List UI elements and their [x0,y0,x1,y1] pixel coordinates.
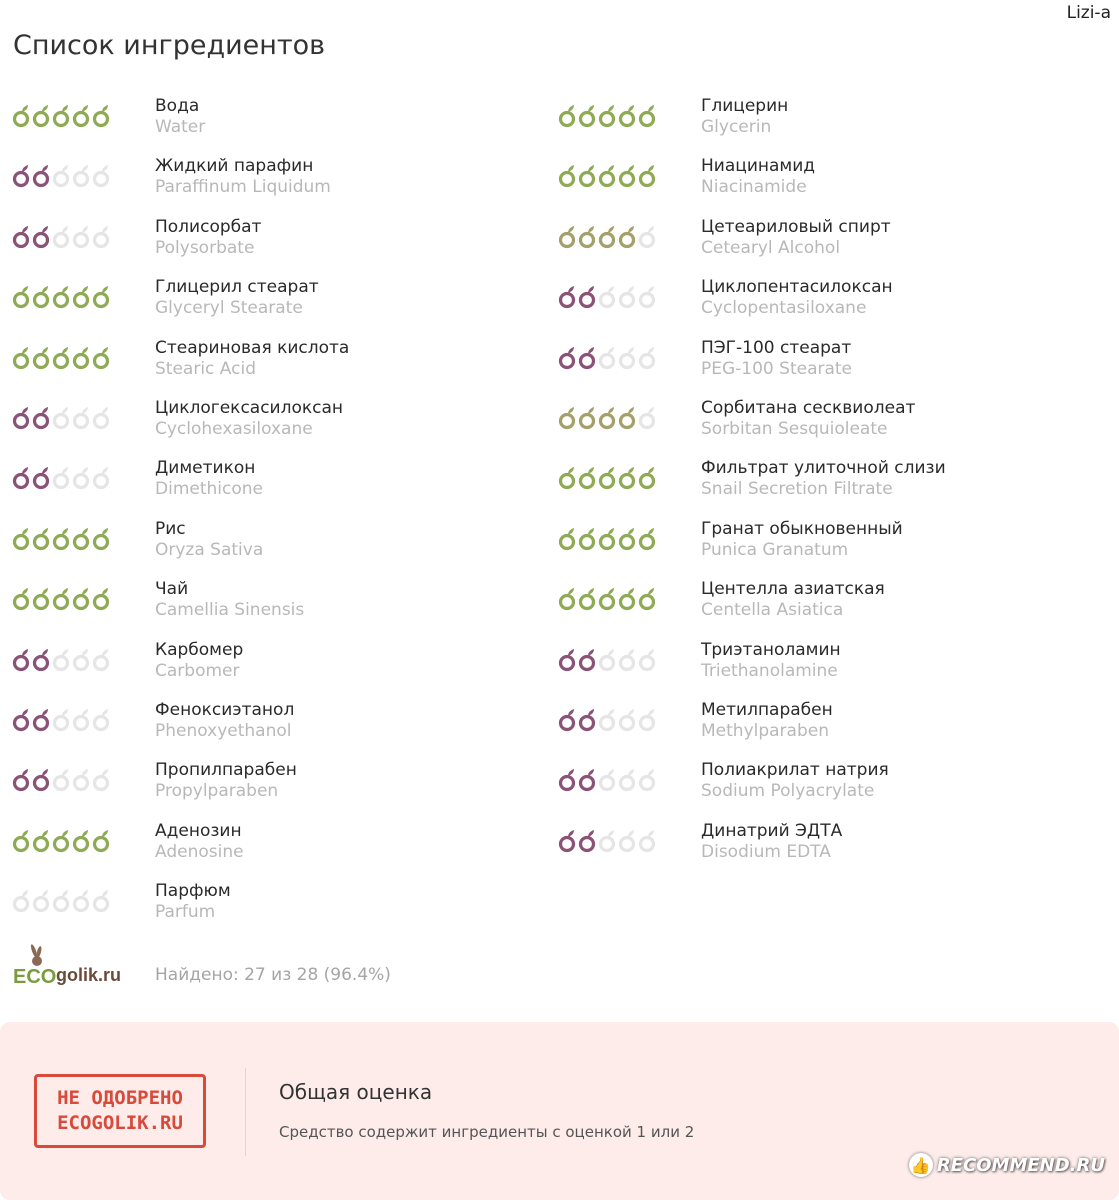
drop-icon [32,285,50,309]
drop-icon [558,587,576,611]
stamp-line-1: НЕ ОДОБРЕНО [57,1087,183,1109]
ingredient-row[interactable] [12,881,552,941]
rating-drops [558,406,656,430]
ingredient-list-left [12,96,552,941]
drop-icon [598,104,616,128]
drop-icon [598,466,616,490]
ingredient-names [701,156,815,198]
ingredient-name-en: Propylparaben [155,781,279,802]
ingredient-names [155,156,331,198]
ingredient-names [701,760,889,802]
drop-icon [618,587,636,611]
drop-icon [618,768,636,792]
drop-icon [32,466,50,490]
drop-icon [52,829,70,853]
drop-icon [32,225,50,249]
drop-icon [12,527,30,551]
ingredient-list-right [558,96,1098,881]
ingredient-name-en: Cyclohexasiloxane [155,418,313,439]
ingredient-name-en: Niacinamide [701,177,807,198]
drop-icon [618,829,636,853]
drop-icon [638,587,656,611]
drop-icon [32,708,50,732]
drop-icon [52,889,70,913]
ingredient-names [155,277,319,319]
ingredient-name-ru[interactable]: Стеариновая кислота [155,337,350,358]
drop-icon [52,648,70,672]
ingredient-name-ru[interactable]: Фильтрат улиточной слизи [701,458,946,479]
drop-icon [558,104,576,128]
drop-icon [12,587,30,611]
rating-drops [558,708,656,732]
rating-drops [558,285,656,309]
rating-drops [558,466,656,490]
rating-drops [558,829,656,853]
drop-icon [32,406,50,430]
drop-icon [558,708,576,732]
rating-drops [12,164,110,188]
drop-icon [12,708,30,732]
drop-icon [638,527,656,551]
drop-icon [578,164,596,188]
ingredient-names [701,338,852,380]
ingredient-row[interactable] [12,277,552,337]
ingredient-name-en: Snail Secretion Filtrate [701,479,893,500]
drop-icon [52,527,70,551]
drop-icon [618,104,636,128]
ingredient-names [155,700,294,742]
rating-drops [12,587,110,611]
drop-icon [72,768,90,792]
rating-drops [12,225,110,249]
ingredient-row[interactable] [558,821,1098,881]
rating-drops [558,225,656,249]
ingredient-name-en: Methylparaben [701,720,829,741]
rating-drops [558,587,656,611]
rating-drops [12,648,110,672]
drop-icon [578,225,596,249]
drop-icon [558,285,576,309]
ingredient-names [155,338,349,380]
drop-icon [558,648,576,672]
drop-icon [638,285,656,309]
ingredient-row[interactable] [558,519,1098,579]
ingredient-name-ru[interactable]: Аденозин [155,820,242,841]
ingredient-names [155,640,243,682]
ingredient-names [701,96,788,138]
ingredient-row[interactable] [12,519,552,579]
rating-drops [12,829,110,853]
ingredient-name-en: Cyclopentasiloxane [701,298,867,319]
drop-icon [72,346,90,370]
drop-icon [598,406,616,430]
drop-icon [52,768,70,792]
ingredient-name-en: Camellia Sinensis [155,600,305,621]
drop-icon [12,829,30,853]
ingredient-names [155,821,244,863]
ingredient-names [155,96,205,138]
drop-icon [598,587,616,611]
drop-icon [12,285,30,309]
drop-icon [558,225,576,249]
drop-icon [618,164,636,188]
ingredient-name-ru[interactable]: Вода [155,96,200,116]
drop-icon [618,466,636,490]
drop-icon [32,527,50,551]
drop-icon [92,708,110,732]
drop-icon [92,648,110,672]
drop-icon [52,285,70,309]
ingredient-row[interactable] [558,156,1098,216]
logo-eco: ECO [13,966,57,988]
ingredient-row[interactable] [558,338,1098,398]
ingredient-name-en: Sodium Polyacrylate [701,781,875,802]
drop-icon [92,225,110,249]
ingredient-name-ru[interactable]: Диметикон [155,458,256,479]
overall-description: Средство содержит ингредиенты с оценкой 1 или 2 [279,1123,695,1141]
ingredient-name-ru[interactable]: ПЭГ-100 стеарат [701,337,852,358]
drop-icon [92,346,110,370]
drop-icon [12,648,30,672]
drop-icon [578,829,596,853]
drop-icon [52,104,70,128]
ingredient-row[interactable] [558,640,1098,700]
drop-icon [52,406,70,430]
drop-icon [72,527,90,551]
drop-icon [598,829,616,853]
drop-icon [72,889,90,913]
drop-icon [92,587,110,611]
ingredient-name-ru[interactable]: Парфюм [155,881,231,902]
ingredient-names [701,277,893,319]
recommend-watermark [909,1153,1105,1177]
drop-icon [638,708,656,732]
drop-icon [52,346,70,370]
ingredient-names [155,398,343,440]
rating-drops [558,768,656,792]
drop-icon [638,648,656,672]
ingredient-row[interactable] [12,579,552,639]
rating-drops [12,889,110,913]
ingredient-names [155,579,304,621]
ingredient-name-en: Adenosine [155,841,244,862]
divider [245,1068,246,1156]
ingredient-name-en: Punica Granatum [701,539,849,560]
rating-drops [558,164,656,188]
ingredient-names [155,519,263,561]
found-count: Найдено: 27 из 28 (96.4%) [155,965,391,985]
ingredient-name-en: PEG-100 Stearate [701,358,853,379]
ingredient-name-ru[interactable]: Динатрий ЭДТА [701,820,843,841]
rating-drops [12,406,110,430]
drop-icon [578,346,596,370]
drop-icon [12,104,30,128]
drop-icon [72,406,90,430]
ingredient-name-ru[interactable]: Гранат обыкновенный [701,518,903,539]
rating-drops [12,768,110,792]
drop-icon [618,285,636,309]
drop-icon [638,768,656,792]
drop-icon [638,406,656,430]
ingredient-names [701,398,915,440]
overall-title: Общая оценка [279,1080,433,1104]
ingredient-row[interactable] [12,821,552,881]
drop-icon [72,164,90,188]
ingredient-name-en: Triethanolamine [701,660,838,681]
ingredient-name-en: Glycerin [701,117,772,137]
drop-icon [12,889,30,913]
drop-icon [638,346,656,370]
drop-icon [578,104,596,128]
drop-icon [12,164,30,188]
ingredient-names [701,458,946,500]
drop-icon [558,406,576,430]
drop-icon [52,708,70,732]
drop-icon [72,285,90,309]
ingredient-row[interactable] [558,96,1098,156]
ingredient-row[interactable] [12,96,552,156]
ingredient-name-en: Paraffinum Liquidum [155,177,331,198]
drop-icon [578,466,596,490]
drop-icon [72,708,90,732]
drop-icon [12,768,30,792]
ingredient-row[interactable] [12,640,552,700]
drop-icon [32,889,50,913]
rating-drops [12,104,110,128]
ingredient-name-en: Carbomer [155,660,240,681]
ingredient-row[interactable] [558,217,1098,277]
ingredient-name-ru[interactable]: Метилпарабен [701,699,833,720]
drop-icon [598,768,616,792]
drop-icon [598,527,616,551]
ingredient-name-ru[interactable]: Ниацинамид [701,156,816,177]
ingredient-row[interactable] [558,458,1098,518]
ingredient-name-ru[interactable]: Полисорбат [155,216,262,237]
drop-icon [618,648,636,672]
drop-icon [618,225,636,249]
drop-icon [12,406,30,430]
ingredient-name-ru[interactable]: Циклогексасилоксан [155,397,344,418]
ingredient-names [701,519,903,561]
not-approved-stamp [34,1074,206,1148]
drop-icon [578,648,596,672]
rating-drops [558,346,656,370]
logo-golik: golik.ru [56,965,122,985]
ingredient-row[interactable] [558,760,1098,820]
rating-drops [12,708,110,732]
drop-icon [578,527,596,551]
ingredient-row[interactable] [558,700,1098,760]
drop-icon [598,346,616,370]
drop-icon [92,768,110,792]
drop-icon [72,466,90,490]
ingredient-name-ru[interactable]: Сорбитана сесквиолеат [701,397,916,418]
rating-drops [12,527,110,551]
ingredient-row[interactable] [12,217,552,277]
ingredient-names [701,579,885,621]
drop-icon [618,346,636,370]
ingredient-name-ru[interactable]: Жидкий парафин [155,156,314,177]
ingredient-row[interactable] [12,338,552,398]
drop-icon [558,164,576,188]
drop-icon [92,104,110,128]
ingredient-names [155,760,297,802]
drop-icon [638,829,656,853]
ingredient-names [155,458,263,500]
drop-icon [52,164,70,188]
drop-icon [32,104,50,128]
drop-icon [618,708,636,732]
thumbs-up-icon: 👍 [909,1153,933,1177]
ingredient-row[interactable] [12,700,552,760]
ingredient-name-ru[interactable]: Глицерил стеарат [155,277,319,298]
rabbit-icon [30,944,43,966]
rating-drops [12,346,110,370]
drop-icon [32,346,50,370]
ingredient-row[interactable] [12,760,552,820]
ingredient-name-ru[interactable]: Феноксиэтанол [155,699,295,720]
ingredient-name-ru[interactable]: Чай [155,579,189,600]
ingredient-name-en: Oryza Sativa [155,539,264,560]
drop-icon [578,708,596,732]
username[interactable]: Lizi-a [1066,3,1111,23]
ingredient-name-ru[interactable]: Пропилпарабен [155,760,297,781]
drop-icon [558,829,576,853]
drop-icon [578,406,596,430]
drop-icon [598,285,616,309]
watermark-text: RECOMMEND.RU [936,1154,1105,1176]
drop-icon [52,466,70,490]
ingredient-name-en: Phenoxyethanol [155,720,292,741]
ingredient-name-en: Disodium EDTA [701,841,831,862]
stamp-line-2: ECOGOLIK.RU [57,1112,183,1134]
drop-icon [578,587,596,611]
rating-drops [558,648,656,672]
ingredient-row[interactable] [558,579,1098,639]
drop-icon [92,285,110,309]
ingredient-name-ru[interactable]: Рис [155,518,186,539]
ingredient-name-ru[interactable]: Циклопентасилоксан [701,277,893,298]
drop-icon [638,466,656,490]
drop-icon [52,587,70,611]
rating-drops [558,104,656,128]
ingredient-name-en: Cetearyl Alcohol [701,237,841,258]
drop-icon [52,225,70,249]
ingredient-name-en: Centella Asiatica [701,600,844,621]
drop-icon [12,346,30,370]
drop-icon [72,829,90,853]
drop-icon [558,466,576,490]
drop-icon [32,768,50,792]
ingredient-names [701,217,891,259]
ingredient-name-en: Parfum [155,902,216,923]
rating-drops [558,527,656,551]
drop-icon [598,708,616,732]
drop-icon [578,285,596,309]
drop-icon [72,587,90,611]
drop-icon [92,164,110,188]
drop-icon [12,225,30,249]
ingredient-name-ru[interactable]: Цетеариловый спирт [701,216,891,237]
ingredient-name-ru[interactable]: Глицерин [701,96,789,116]
drop-icon [92,406,110,430]
drop-icon [638,225,656,249]
drop-icon [32,648,50,672]
ecogolik-logo[interactable] [12,943,137,993]
ingredient-name-en: Stearic Acid [155,358,256,379]
drop-icon [72,648,90,672]
ingredient-names [701,700,833,742]
drop-icon [92,889,110,913]
ingredient-name-en: Dimethicone [155,479,263,500]
ingredient-name-ru[interactable]: Центелла азиатская [701,579,885,600]
ingredient-name-en: Glyceryl Stearate [155,298,303,319]
page-title: Список ингредиентов [13,30,326,61]
drop-icon [72,225,90,249]
rating-drops [12,285,110,309]
ingredient-names [701,821,842,863]
drop-icon [638,164,656,188]
drop-icon [558,527,576,551]
ingredient-row[interactable] [558,398,1098,458]
ingredient-name-en: Water [155,117,206,137]
drop-icon [578,768,596,792]
rating-drops [12,466,110,490]
ingredient-names [155,881,231,923]
drop-icon [32,164,50,188]
drop-icon [32,587,50,611]
ingredient-name-ru[interactable]: Карбомер [155,639,244,660]
drop-icon [558,346,576,370]
drop-icon [638,104,656,128]
drop-icon [618,406,636,430]
ingredient-names [155,217,261,259]
drop-icon [558,768,576,792]
drop-icon [598,648,616,672]
ingredient-name-en: Sorbitan Sesquioleate [701,418,888,439]
drop-icon [618,527,636,551]
ingredient-name-ru[interactable]: Полиакрилат натрия [701,760,889,781]
drop-icon [32,829,50,853]
drop-icon [92,829,110,853]
ingredient-row[interactable] [12,458,552,518]
drop-icon [598,164,616,188]
drop-icon [12,466,30,490]
drop-icon [72,104,90,128]
ingredient-row[interactable] [558,277,1098,337]
drop-icon [92,527,110,551]
ingredient-names [701,640,841,682]
ingredient-row[interactable] [12,398,552,458]
ingredient-name-ru[interactable]: Триэтаноламин [701,639,841,660]
drop-icon [598,225,616,249]
ingredient-row[interactable] [12,156,552,216]
drop-icon [92,466,110,490]
ingredient-name-en: Polysorbate [155,237,255,258]
